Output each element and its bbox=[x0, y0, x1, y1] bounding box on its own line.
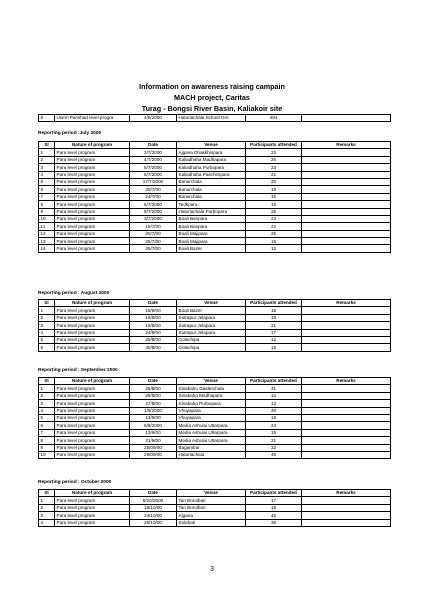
cell-remarks bbox=[302, 392, 391, 399]
cell-nature: Para level program bbox=[55, 392, 130, 399]
cell-participants: 17 bbox=[246, 329, 302, 336]
section-title: Reporting period : October 2000 bbox=[38, 480, 112, 485]
cell-venue: Ajgana bbox=[177, 512, 246, 519]
cell-nature: Para level program bbox=[55, 171, 130, 178]
cell-venue: Haturiachala bbox=[177, 451, 246, 458]
cell-sl: 1 bbox=[39, 497, 55, 504]
cell-remarks bbox=[302, 407, 391, 414]
cell-nature: Para level program bbox=[55, 329, 130, 336]
cell-sl: 9 bbox=[39, 208, 55, 215]
table-row bbox=[39, 238, 391, 245]
cell-participants: 31 bbox=[246, 385, 302, 392]
cell-participants: 12 bbox=[246, 336, 302, 343]
cell-sl: 4 bbox=[39, 171, 55, 178]
cell-remarks bbox=[302, 314, 391, 321]
cell-sl: 5 bbox=[39, 115, 55, 122]
cell-sl: 3 bbox=[39, 322, 55, 329]
cell-venue: Kaliadhaha Paschimpara bbox=[177, 171, 246, 178]
cell-venue: Tan Boroibari bbox=[177, 497, 246, 504]
table-row bbox=[39, 156, 391, 163]
column-header-date: Date bbox=[130, 300, 177, 307]
cell-remarks bbox=[302, 215, 391, 222]
cell-participants: 20 bbox=[246, 178, 302, 185]
cell-participants: 23 bbox=[246, 215, 302, 222]
report-table bbox=[38, 377, 391, 459]
cell-venue: Vhuyapara bbox=[177, 414, 246, 421]
cell-sl: 5 bbox=[39, 178, 55, 185]
cell-venue: Media Ashulai Uttarpara bbox=[177, 429, 246, 436]
cell-date: 21/9/00 bbox=[130, 437, 177, 444]
cell-venue: Boali Majipara bbox=[177, 238, 246, 245]
cell-nature: Para level program bbox=[55, 178, 130, 185]
table-row bbox=[39, 444, 391, 451]
table-row bbox=[39, 115, 391, 122]
column-header-participants: Participants attended bbox=[246, 378, 302, 385]
cell-participants: 26 bbox=[246, 156, 302, 163]
table-row bbox=[39, 407, 391, 414]
cell-sl: 13 bbox=[39, 238, 55, 245]
table-row bbox=[39, 437, 391, 444]
cell-date: 27/9/00 bbox=[130, 400, 177, 407]
cell-venue: Sinabaho Gaiderchala bbox=[177, 385, 246, 392]
cell-sl: 2 bbox=[39, 156, 55, 163]
cell-remarks bbox=[302, 322, 391, 329]
cell-date: 13/9/00 bbox=[130, 414, 177, 421]
cell-nature: Para level program bbox=[55, 497, 130, 504]
cell-remarks bbox=[302, 429, 391, 436]
table-row bbox=[39, 201, 391, 208]
table-row bbox=[39, 171, 391, 178]
cell-remarks bbox=[302, 344, 391, 351]
cell-sl: 5 bbox=[39, 336, 55, 343]
cell-sl: 7 bbox=[39, 193, 55, 200]
table-header-row bbox=[39, 300, 391, 307]
cell-date: 5/7/2000 bbox=[130, 164, 177, 171]
cell-date: 16/8/00 bbox=[130, 314, 177, 321]
column-header-participants: Participants attended bbox=[246, 490, 302, 497]
cell-date: 8/7/2000 bbox=[130, 208, 177, 215]
cell-nature: Para level program bbox=[55, 512, 130, 519]
cell-sl: 6 bbox=[39, 186, 55, 193]
cell-date: 26/9/00 bbox=[130, 392, 177, 399]
report-table bbox=[38, 141, 391, 253]
cell-date: 1/9/2000 bbox=[130, 407, 177, 414]
cell-sl: 4 bbox=[39, 519, 55, 526]
cell-remarks bbox=[302, 156, 391, 163]
table-row bbox=[39, 429, 391, 436]
table-row bbox=[39, 329, 391, 336]
column-header-nature: Nature of program bbox=[55, 490, 130, 497]
column-header-sl: Sl bbox=[39, 142, 55, 149]
cell-sl: 12 bbox=[39, 230, 55, 237]
table-header-row bbox=[39, 142, 391, 149]
cell-participants: 15 bbox=[246, 238, 302, 245]
cell-sl: 6 bbox=[39, 344, 55, 351]
column-header-nature: Nature of program bbox=[55, 142, 130, 149]
cell-nature: Para level program bbox=[55, 208, 130, 215]
cell-venue: Sutrapur Jelapara bbox=[177, 329, 246, 336]
cell-date: 24/8/00 bbox=[130, 329, 177, 336]
column-header-sl: Sl bbox=[39, 378, 55, 385]
cell-date: 20/7/00 bbox=[130, 230, 177, 237]
cell-venue: Banarchala bbox=[177, 178, 246, 185]
report-table bbox=[38, 489, 391, 527]
cell-venue: Sinabaho Purbopara bbox=[177, 400, 246, 407]
cell-venue: Boali Bazer bbox=[177, 307, 246, 314]
cell-remarks bbox=[302, 444, 391, 451]
cell-sl: 7 bbox=[39, 429, 55, 436]
column-header-sl: Sl bbox=[39, 300, 55, 307]
column-header-remarks: Remarks bbox=[302, 490, 391, 497]
cell-venue: Kaliadhaha Madhapara bbox=[177, 156, 246, 163]
cell-date: 20/7/00 bbox=[130, 186, 177, 193]
cell-participants: 19 bbox=[246, 201, 302, 208]
table-row bbox=[39, 223, 391, 230]
cell-participants: 15 bbox=[246, 193, 302, 200]
cell-nature: Para level program bbox=[55, 322, 130, 329]
table-row bbox=[39, 149, 391, 156]
cell-participants: 23 bbox=[246, 149, 302, 156]
cell-sl: 4 bbox=[39, 407, 55, 414]
table-row bbox=[39, 392, 391, 399]
cell-venue: Boali Bazer bbox=[177, 245, 246, 252]
cell-date: 6/7/2000 bbox=[130, 171, 177, 178]
cell-nature: Para level program bbox=[55, 223, 130, 230]
cell-venue: Bagambar bbox=[177, 444, 246, 451]
cell-venue: Golachipa bbox=[177, 344, 246, 351]
cell-nature: Para level program bbox=[55, 444, 130, 451]
cell-venue: Haturiachala School Gro bbox=[177, 115, 246, 122]
report-table bbox=[38, 299, 391, 352]
cell-nature: Para level program bbox=[55, 336, 130, 343]
cell-remarks bbox=[302, 451, 391, 458]
cell-nature: Union Parishad level progra bbox=[55, 115, 130, 122]
cell-participants: 25 bbox=[246, 230, 302, 237]
cell-nature: Para level program bbox=[55, 156, 130, 163]
cell-venue: Sutrapur Jelapara bbox=[177, 314, 246, 321]
cell-participants: 46 bbox=[246, 512, 302, 519]
table-row bbox=[39, 186, 391, 193]
column-header-date: Date bbox=[130, 490, 177, 497]
cell-venue: Tedkpara bbox=[177, 201, 246, 208]
cell-remarks bbox=[302, 400, 391, 407]
cell-sl: 1 bbox=[39, 149, 55, 156]
cell-venue: Sinabaho Madhapara bbox=[177, 392, 246, 399]
cell-remarks bbox=[302, 193, 391, 200]
cell-venue: Kaliadhaha Purbopara bbox=[177, 164, 246, 171]
column-header-venue: Venue bbox=[177, 490, 246, 497]
cell-venue: Vhuyapara bbox=[177, 407, 246, 414]
cell-venue: Media Ashulai Uttarpara bbox=[177, 437, 246, 444]
cell-participants: 17 bbox=[246, 497, 302, 504]
cell-venue: Sutrapur Jelapara bbox=[177, 322, 246, 329]
cell-remarks bbox=[302, 512, 391, 519]
cell-participants: 23 bbox=[246, 164, 302, 171]
table-row bbox=[39, 178, 391, 185]
table-row bbox=[39, 512, 391, 519]
cell-nature: Para level program bbox=[55, 193, 130, 200]
cell-remarks bbox=[302, 414, 391, 421]
cell-date: 25/09/00 bbox=[130, 444, 177, 451]
section-title: Reporting period :July 2000 bbox=[38, 131, 102, 136]
title-line: Turag - Bongsi River Basin, Kaliakoir site bbox=[141, 104, 283, 113]
column-header-venue: Venue bbox=[177, 378, 246, 385]
section-title: Reporting period : September 2000 bbox=[38, 368, 118, 373]
table-row bbox=[39, 400, 391, 407]
cell-nature: Para level program bbox=[55, 314, 130, 321]
cell-venue: Golachipa bbox=[177, 336, 246, 343]
cell-nature: Para level program bbox=[55, 422, 130, 429]
table-row bbox=[39, 451, 391, 458]
cell-participants: 18 bbox=[246, 414, 302, 421]
column-header-venue: Venue bbox=[177, 142, 246, 149]
cell-sl: 4 bbox=[39, 329, 55, 336]
table-row bbox=[39, 314, 391, 321]
cell-participants: 18 bbox=[246, 344, 302, 351]
cell-participants: 494 bbox=[246, 115, 302, 122]
cell-date: 28/7/00 bbox=[130, 245, 177, 252]
cell-nature: Para level program bbox=[55, 437, 130, 444]
cell-participants: 16 bbox=[246, 429, 302, 436]
cell-sl: 1 bbox=[39, 385, 55, 392]
cell-sl: 2 bbox=[39, 392, 55, 399]
cell-nature: Para level program bbox=[55, 186, 130, 193]
document-title-block bbox=[0, 81, 424, 114]
cell-date: 29/09/00 bbox=[130, 451, 177, 458]
cell-remarks bbox=[302, 307, 391, 314]
cell-sl: 9 bbox=[39, 444, 55, 451]
column-header-participants: Participants attended bbox=[246, 300, 302, 307]
cell-participants: 22 bbox=[246, 223, 302, 230]
cell-remarks bbox=[302, 178, 391, 185]
table-row bbox=[39, 164, 391, 171]
cell-sl: 8 bbox=[39, 201, 55, 208]
column-header-venue: Venue bbox=[177, 300, 246, 307]
cell-participants: 21 bbox=[246, 322, 302, 329]
cell-sl: 11 bbox=[39, 223, 55, 230]
cell-sl: 5 bbox=[39, 414, 55, 421]
cell-venue: Banarchala bbox=[177, 193, 246, 200]
cell-participants: 25 bbox=[246, 208, 302, 215]
cell-remarks bbox=[302, 422, 391, 429]
cell-sl: 1 bbox=[39, 307, 55, 314]
title-line: MACH project, Caritas bbox=[174, 93, 250, 102]
column-header-participants: Participants attended bbox=[246, 142, 302, 149]
table-row bbox=[39, 497, 391, 504]
table-row bbox=[39, 208, 391, 215]
cell-participants: 14 bbox=[246, 392, 302, 399]
table-row bbox=[39, 385, 391, 392]
column-header-remarks: Remarks bbox=[302, 378, 391, 385]
title-line: Information on awareness raising campain bbox=[139, 82, 285, 91]
cell-nature: Para level program bbox=[55, 414, 130, 421]
cell-date: 15/7/00 bbox=[130, 223, 177, 230]
cell-participants: 21 bbox=[246, 171, 302, 178]
cell-participants: 45 bbox=[246, 451, 302, 458]
column-header-nature: Nature of program bbox=[55, 378, 130, 385]
cell-nature: Para level program bbox=[55, 385, 130, 392]
cell-nature: Para level program bbox=[55, 238, 130, 245]
table-row bbox=[39, 245, 391, 252]
cell-venue: Banarchala bbox=[177, 186, 246, 193]
cell-date: 13/9/00 bbox=[130, 429, 177, 436]
cell-remarks bbox=[302, 245, 391, 252]
cell-remarks bbox=[302, 230, 391, 237]
cell-remarks bbox=[302, 329, 391, 336]
column-header-remarks: Remarks bbox=[302, 142, 391, 149]
cell-sl: 10 bbox=[39, 451, 55, 458]
table-row bbox=[39, 193, 391, 200]
cell-venue: Solahati bbox=[177, 519, 246, 526]
cell-participants: 20 bbox=[246, 407, 302, 414]
table-row bbox=[39, 504, 391, 511]
cell-nature: Para level program bbox=[55, 400, 130, 407]
cell-remarks bbox=[302, 186, 391, 193]
cell-venue: Haturiachala Purbopara bbox=[177, 208, 246, 215]
table-row bbox=[39, 307, 391, 314]
cell-participants: 32 bbox=[246, 444, 302, 451]
cell-date: 5/10/2000 bbox=[130, 497, 177, 504]
cell-sl: 8 bbox=[39, 437, 55, 444]
cell-date: 19/8/00 bbox=[130, 322, 177, 329]
cell-date: 17/7/2000 bbox=[130, 178, 177, 185]
cell-nature: Para level program bbox=[55, 344, 130, 351]
column-header-sl: Sl bbox=[39, 490, 55, 497]
cell-sl: 3 bbox=[39, 512, 55, 519]
section-title: Reporting period : August 2000 bbox=[38, 291, 110, 296]
table-row bbox=[39, 344, 391, 351]
cell-remarks bbox=[302, 385, 391, 392]
cell-nature: Para level program bbox=[55, 245, 130, 252]
table-row bbox=[39, 322, 391, 329]
page-number: 3 bbox=[210, 566, 214, 573]
cell-sl: 2 bbox=[39, 504, 55, 511]
cell-participants: 36 bbox=[246, 519, 302, 526]
cell-date: 19/10/00 bbox=[130, 504, 177, 511]
cell-sl: 3 bbox=[39, 164, 55, 171]
cell-nature: Para level program bbox=[55, 504, 130, 511]
cell-nature: Para level program bbox=[55, 451, 130, 458]
cell-participants: 18 bbox=[246, 504, 302, 511]
cell-remarks bbox=[302, 497, 391, 504]
cell-date: 15/8/00 bbox=[130, 307, 177, 314]
table-row bbox=[39, 414, 391, 421]
cell-nature: Para level program bbox=[55, 307, 130, 314]
cell-participants: 13 bbox=[246, 400, 302, 407]
cell-nature: Para level program bbox=[55, 149, 130, 156]
cell-sl: 3 bbox=[39, 400, 55, 407]
table-row bbox=[39, 519, 391, 526]
table-row bbox=[39, 422, 391, 429]
table-header-row bbox=[39, 490, 391, 497]
cell-participants: 24 bbox=[246, 422, 302, 429]
column-header-nature: Nature of program bbox=[55, 300, 130, 307]
cell-venue: Media Ashulai Uttarpara bbox=[177, 422, 246, 429]
cell-sl: 10 bbox=[39, 215, 55, 222]
cell-remarks bbox=[302, 336, 391, 343]
cell-participants: 21 bbox=[246, 437, 302, 444]
cell-remarks bbox=[302, 115, 391, 122]
cell-venue: Ajgana Dhakkhinpara bbox=[177, 149, 246, 156]
cell-participants: 12 bbox=[246, 245, 302, 252]
cell-sl: 6 bbox=[39, 422, 55, 429]
cell-participants: 18 bbox=[246, 314, 302, 321]
cell-participants: 18 bbox=[246, 186, 302, 193]
cell-nature: Para level program bbox=[55, 407, 130, 414]
cell-remarks bbox=[302, 201, 391, 208]
cell-remarks bbox=[302, 519, 391, 526]
cell-date: 25/9/00 bbox=[130, 385, 177, 392]
cell-sl: 14 bbox=[39, 245, 55, 252]
cell-remarks bbox=[302, 223, 391, 230]
table-header-row bbox=[39, 378, 391, 385]
cell-venue: Boali Majipara bbox=[177, 230, 246, 237]
cell-nature: Para level program bbox=[55, 215, 130, 222]
cell-date: 6/9/2000 bbox=[130, 422, 177, 429]
cell-remarks bbox=[302, 149, 391, 156]
cell-remarks bbox=[302, 504, 391, 511]
cell-date: 24/10/00 bbox=[130, 512, 177, 519]
cell-date: 3/7/2000 bbox=[130, 215, 177, 222]
column-header-remarks: Remarks bbox=[302, 300, 391, 307]
cell-date: 5/7/2000 bbox=[130, 201, 177, 208]
cell-remarks bbox=[302, 437, 391, 444]
cell-date: 25/8/00 bbox=[130, 336, 177, 343]
cell-date: 4/7/2000 bbox=[130, 156, 177, 163]
table-row bbox=[39, 336, 391, 343]
cell-remarks bbox=[302, 171, 391, 178]
cell-nature: Para level program bbox=[55, 519, 130, 526]
cell-nature: Para level program bbox=[55, 230, 130, 237]
cell-date: 26/10/00 bbox=[130, 519, 177, 526]
cell-date: 30/8/00 bbox=[130, 344, 177, 351]
table-row bbox=[39, 215, 391, 222]
cell-date: 24/7/00 bbox=[130, 193, 177, 200]
cell-venue: Boali Banpara bbox=[177, 215, 246, 222]
cell-nature: Para level program bbox=[55, 429, 130, 436]
cell-participants: 15 bbox=[246, 307, 302, 314]
table-row bbox=[39, 230, 391, 237]
cell-date: 25/7/00 bbox=[130, 238, 177, 245]
cell-venue: Tan Boroibari bbox=[177, 504, 246, 511]
column-header-date: Date bbox=[130, 378, 177, 385]
cell-sl: 2 bbox=[39, 314, 55, 321]
cell-date: 4/6/2000 bbox=[130, 115, 177, 122]
cell-remarks bbox=[302, 164, 391, 171]
cell-nature: Para level program bbox=[55, 201, 130, 208]
cell-remarks bbox=[302, 208, 391, 215]
column-header-date: Date bbox=[130, 142, 177, 149]
top-summary-table bbox=[38, 114, 391, 122]
cell-nature: Para level program bbox=[55, 164, 130, 171]
cell-date: 3/7/2000 bbox=[130, 149, 177, 156]
cell-venue: Boali Banpara bbox=[177, 223, 246, 230]
cell-remarks bbox=[302, 238, 391, 245]
